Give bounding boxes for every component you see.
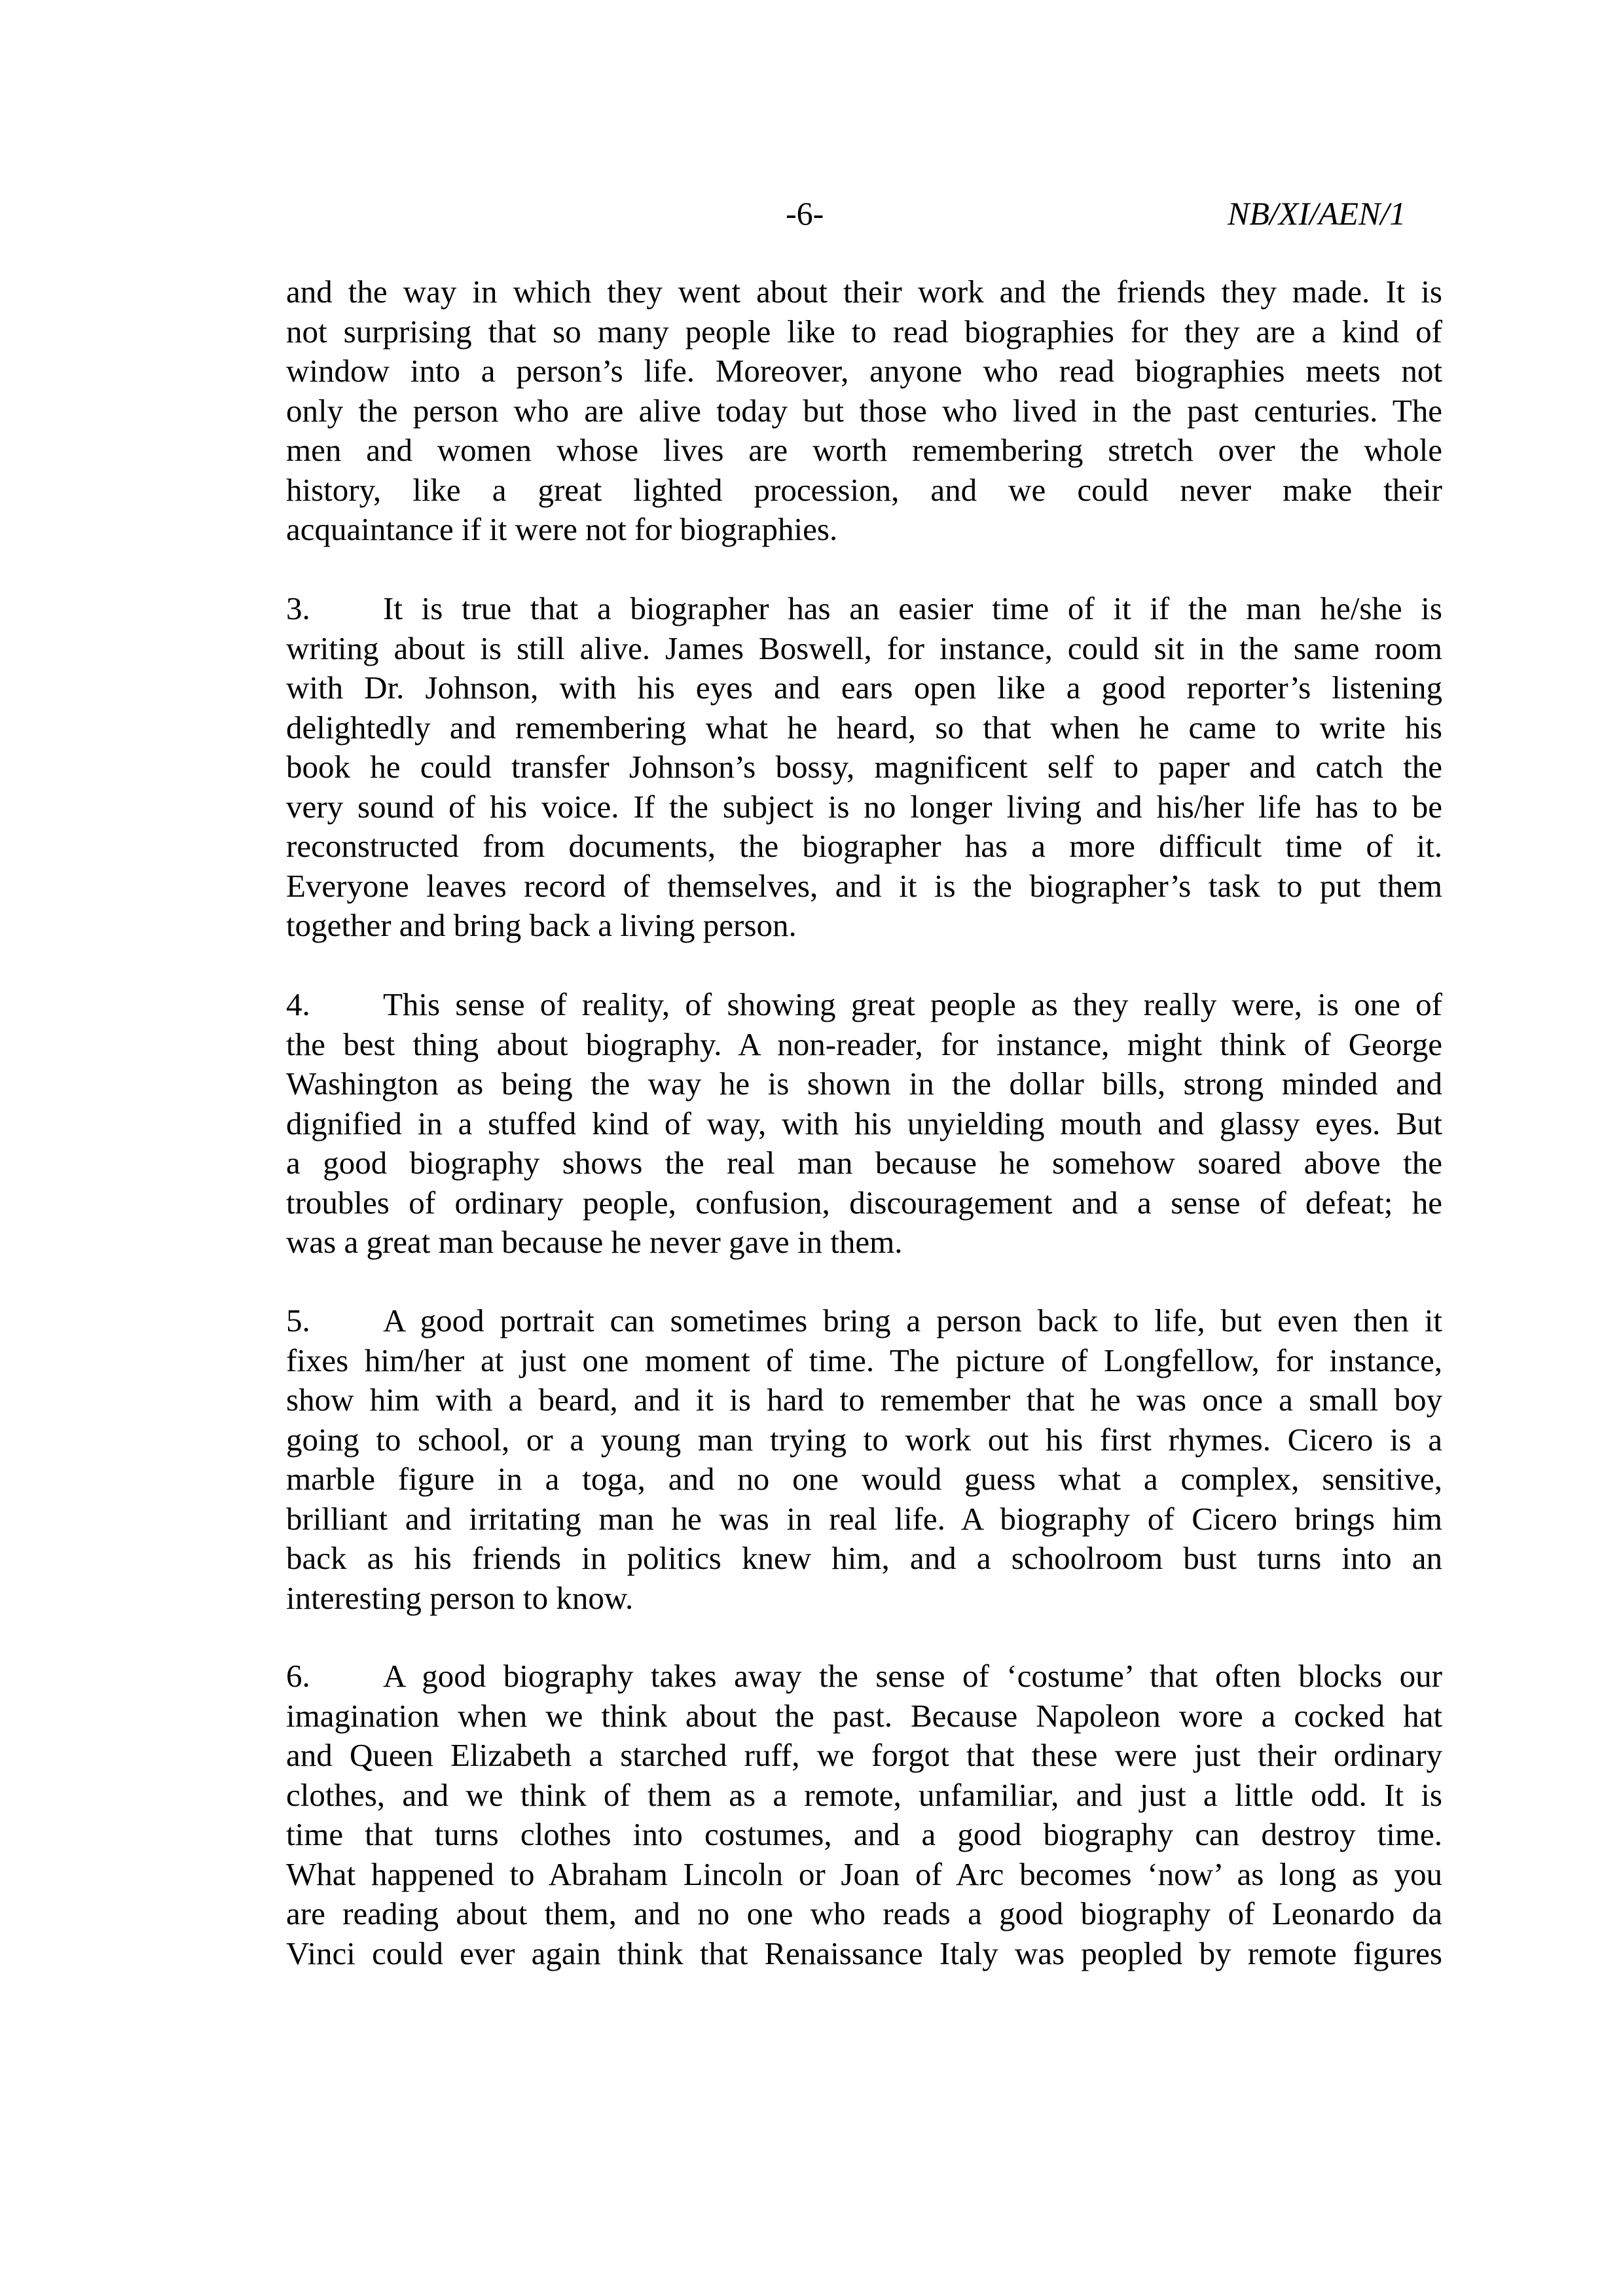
text-line-content: A good portrait can sometimes bring a person back to life, but even then it [383, 1302, 1442, 1338]
text-line: dignified in a stuffed kind of way, with his unyielding mouth and glassy eyes. But [286, 1105, 1442, 1141]
text-line: was a great man because he never gave in them. [286, 1224, 903, 1260]
paragraph-2-continued [286, 272, 1442, 550]
text-line: time that turns clothes into costumes, and a good biography can destroy time. [286, 1816, 1442, 1852]
text-line: brilliant and irritating man he was in real life. A biography of Cicero brings him [286, 1500, 1442, 1537]
text-line: are reading about them, and no one who reads a good biography of Leonardo da [286, 1895, 1442, 1931]
text-line: and Queen Elizabeth a starched ruff, we forgot that these were just their ordinary [286, 1737, 1442, 1773]
page-number: -6- [786, 195, 824, 232]
text-line: very sound of his voice. If the subject is no longer living and his/her life has to be [286, 788, 1442, 825]
text-line-content: It is true that a biographer has an easier time of it if the man he/she is [383, 590, 1442, 626]
paragraph-number: 5. [286, 1302, 310, 1338]
paragraph-number: 4. [286, 986, 310, 1022]
text-line: Washington as being the way he is shown in the dollar bills, strong minded and [286, 1066, 1442, 1102]
paragraph-number: 6. [286, 1658, 310, 1694]
text-line [286, 985, 1442, 1025]
text-line: marble figure in a toga, and no one would guess what a complex, sensitive, [286, 1461, 1442, 1497]
text-line: clothes, and we think of them as a remote, unfamiliar, and just a little odd. It is [286, 1776, 1442, 1813]
paragraph-4 [286, 985, 1442, 1263]
page-header [0, 194, 1623, 233]
text-line: fixes him/her at just one moment of time. The picture of Longfellow, for instance, [286, 1342, 1442, 1378]
paragraph-5 [286, 1301, 1442, 1618]
text-line [286, 1301, 1442, 1341]
text-line: reconstructed from documents, the biographer has a more difficult time of it. [286, 828, 1442, 864]
text-line: interesting person to know. [286, 1579, 634, 1616]
paragraph-3 [286, 589, 1442, 946]
text-line: Vinci could ever again think that Renaissance Italy was peopled by remote figures [286, 1935, 1442, 1971]
text-line: back as his friends in politics knew him, and a schoolroom bust turns into an [286, 1540, 1442, 1576]
text-line: and the way in which they went about their work and the friends they made. It is [286, 274, 1442, 310]
document-code: NB/XI/AEN/1 [1228, 195, 1406, 232]
text-line: delightedly and remembering what he heard, so that when he came to write his [286, 709, 1442, 745]
text-line-content: A good biography takes away the sense of ‘costume’ that often blocks our [383, 1658, 1442, 1694]
text-line: together and bring back a living person. [286, 907, 797, 943]
text-line: with Dr. Johnson, with his eyes and ears open like a good reporter’s listening [286, 670, 1442, 706]
text-line: acquaintance if it were not for biographies. [286, 511, 838, 547]
text-line: not surprising that so many people like to read biographies for they are a kind of [286, 313, 1442, 350]
text-line: a good biography shows the real man because he somehow soared above the [286, 1145, 1442, 1181]
text-line: imagination when we think about the past. Because Napoleon wore a cocked hat [286, 1697, 1442, 1734]
text-line: writing about is still alive. James Boswell, for instance, could sit in the same room [286, 630, 1442, 666]
paragraph-6 [286, 1657, 1442, 1973]
text-line: troubles of ordinary people, confusion, discouragement and a sense of defeat; he [286, 1184, 1442, 1221]
text-line: history, like a great lighted procession, and we could never make their [286, 471, 1442, 508]
text-line [286, 589, 1442, 629]
text-line: Everyone leaves record of themselves, and it is the biographer’s task to put them [286, 867, 1442, 904]
text-line: men and women whose lives are worth remembering stretch over the whole [286, 432, 1442, 468]
text-line [286, 1657, 1442, 1696]
text-line: going to school, or a young man trying to work out his first rhymes. Cicero is a [286, 1421, 1442, 1458]
text-line: book he could transfer Johnson’s bossy, magnificent self to paper and catch the [286, 749, 1442, 785]
text-line: the best thing about biography. A non-reader, for instance, might think of George [286, 1026, 1442, 1062]
paragraph-number: 3. [286, 590, 310, 626]
text-line-content: This sense of reality, of showing great people as they really were, is one of [383, 986, 1442, 1022]
text-line: window into a person’s life. Moreover, anyone who read biographies meets not [286, 353, 1442, 389]
text-line: What happened to Abraham Lincoln or Joan of Arc becomes ‘now’ as long as you [286, 1856, 1442, 1892]
text-line: show him with a beard, and it is hard to remember that he was once a small boy [286, 1382, 1442, 1418]
text-line: only the person who are alive today but those who lived in the past centuries. The [286, 392, 1442, 429]
